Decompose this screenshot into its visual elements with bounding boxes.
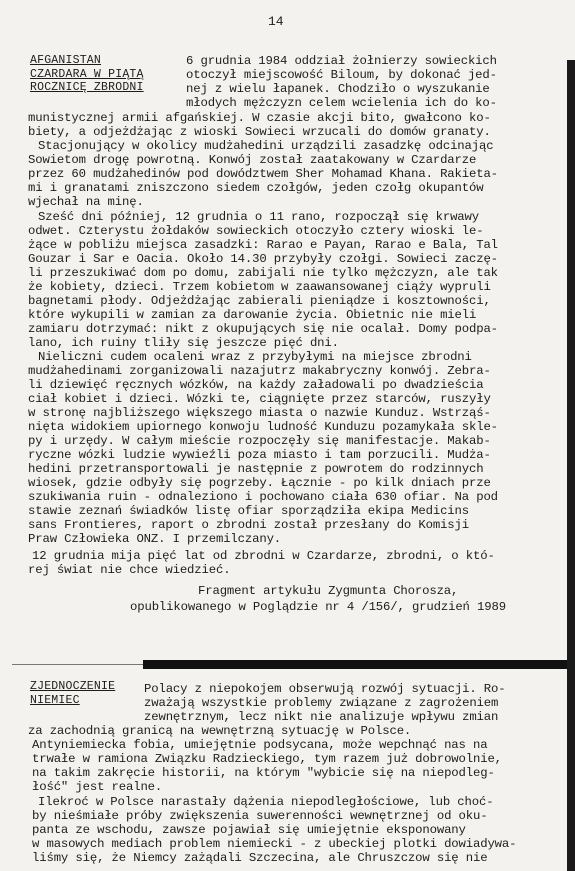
text-line: 12 grudnia mija pięć lat od zbrodni w Czardarze, zbrodni, o któ- xyxy=(32,549,495,563)
text-line: nej z wielu łapanek. Chodziło o wyszukanie xyxy=(186,82,490,96)
source-line: Fragment artykułu Zygmunta Chorosza, xyxy=(198,584,459,598)
text-line: ryczne wózki ludzie wywieźli poza miasto i tam porzucili. Mudża- xyxy=(28,448,491,462)
text-line: biety, a odjeżdżając z wioski Sowieci wrzucali do domów granaty. xyxy=(28,125,491,139)
text-line: li przeszukiwać dom po domu, zabijali nie tylko mężczyzn, ale tak xyxy=(28,266,498,280)
text-line: na takim zakręcie historii, na którym "wybicie się na niepodleg- xyxy=(32,766,495,780)
text-line: zewnętrznym, lecz nikt nie analizuje wpływu zmian xyxy=(144,710,499,724)
text-line: rej świat nie chce wiedzieć. xyxy=(28,563,231,577)
text-line: zamiaru dotrzymać: nikt z okupujących się nie ocalał. Domy podpa- xyxy=(28,322,498,336)
article-heading-afganistan xyxy=(30,54,144,95)
heading-line: AFGANISTAN xyxy=(30,54,102,67)
text-line: żące w pobliżu miejsca zasadzki: Rarao e Payan, Rarao e Bala, Tal xyxy=(28,238,498,252)
heading-line: NIEMIEC xyxy=(30,693,80,707)
text-line: mudżahedinami zorganizowali nazajutrz makabryczny konwój. Zebra- xyxy=(28,364,491,378)
text-line: panta ze wschodu, zawsze pojawiał się umiejętnie eksponowany xyxy=(32,823,466,837)
text-line: 6 grudnia 1984 oddział żołnierzy sowieckich xyxy=(186,54,497,68)
text-line: lano, ich ruiny tliły się jeszcze pięć dni. xyxy=(28,336,339,350)
text-line: bagnetami płody. Odjeżdżając zabierali pieniądze i kosztowności, xyxy=(28,294,491,308)
text-line: za zachodnią granicą na wewnętrzną sytuację w Polsce. xyxy=(28,724,412,738)
text-line: wiosek, gdzie odbyły się pogrzeby. Łącznie - po kilk dniach prze xyxy=(28,476,491,490)
heading-line: ROCZNICĘ ZBRODNI xyxy=(30,81,144,94)
text-line: w masowych mediach problem niemiecki - z ubeckiej plotki dowiadywa- xyxy=(32,837,517,851)
section-divider xyxy=(143,660,567,669)
page-edge-border xyxy=(567,60,575,871)
text-line: liśmy się, że Niemcy zażądali Szczecina, ale Chruszczow się nie xyxy=(32,851,488,865)
heading-line: ZJEDNOCZENIE xyxy=(30,680,116,693)
text-line: nięta widokiem upiornego konwoju ludność Kunduzu pozamykała skle- xyxy=(28,420,498,434)
text-line: Nieliczni cudem ocaleni wraz z przybyłymi na miejsce zbrodni xyxy=(38,350,472,364)
text-line: szukiwania ruin - odnaleziono i pochowano ciała 630 ofiar. Na pod xyxy=(28,490,498,504)
text-line: odwet. Czterystu żołdaków sowieckich otoczyło cztery wioski le- xyxy=(28,224,484,238)
text-line: sans Frontieres, raport o zbrodni został przesłany do Komisji xyxy=(28,518,469,532)
article-heading-zjednoczenie xyxy=(30,680,115,707)
text-line: otoczył miejscowość Biloum, by dokonać jed- xyxy=(186,68,497,82)
text-line: li dziewięć ręcznych wózków, na każdy załadowali po dwadzieścia xyxy=(28,378,484,392)
text-line: zważają wszystkie problemy związane z zagrożeniem xyxy=(144,696,499,710)
text-line: Ilekroć w Polsce narastały dążenia niepodległościowe, lub choć- xyxy=(38,795,494,809)
text-line: trwałe w ramiona Związku Radzieckiego, tym razem już dobrowolnie, xyxy=(32,752,502,766)
text-line: Gouzar i Sar e Oacia. Około 14.30 przybyły czołgi. Sowieci zaczę- xyxy=(28,252,498,266)
text-line: hedini przetransportowali je następnie z powrotem do rodzinnych xyxy=(28,462,484,476)
text-line: py i urzędy. W całym mieście rozpoczęły się manifestacje. Makab- xyxy=(28,434,491,448)
text-line: Stacjonujący w okolicy mudżahedini urządzili zasadzkę odcinając xyxy=(38,139,494,153)
text-line: Sowietom drogę powrotną. Konwój został zaatakowany w Czardarze xyxy=(28,153,477,167)
text-line: mi i granatami zniszczono siedem czołgów, jeden czołg okupantów xyxy=(28,181,484,195)
text-line: łość" jest realne. xyxy=(32,780,163,794)
page-number: 14 xyxy=(268,14,284,29)
text-line: stawie zeznań świadków listę ofiar sporządziła ekipa Medicins xyxy=(28,504,469,518)
text-line: że kobiety, dzieci. Trzem kobietom w zaawansowanej ciąży wypruli xyxy=(28,280,491,294)
text-line: Sześć dni później, 12 grudnia o 11 rano, rozpoczął się krwawy xyxy=(38,210,479,224)
heading-line: CZARDARA W PIĄTĄ xyxy=(30,67,144,81)
text-line: wjechał na minę. xyxy=(28,195,144,209)
text-line: Praw Człowieka ONZ. I przemilczany. xyxy=(28,532,282,546)
source-line: opublikowanego w Poglądzie nr 4 /156/, grudzień 1989 xyxy=(130,600,506,614)
text-line: w stronę najbliższego większego miasta o nazwie Kunduz. Wstrząś- xyxy=(28,406,491,420)
text-line: przez 60 mudżahedinów pod dowództwem Sher Mohamad Khana. Rakieta- xyxy=(28,167,498,181)
text-line: ciał kobiet i dzieci. Wózki te, ciągnięte przez starców, ruszyły xyxy=(28,392,491,406)
text-line: munistycznej armii afgańskiej. W czasie akcji bito, gwałcono ko- xyxy=(28,111,491,125)
text-line: Antyniemiecka fobia, umiejętnie podsycana, może wepchnąć nas na xyxy=(32,738,488,752)
text-line: Polacy z niepokojem obserwują rozwój sytuacji. Ro- xyxy=(144,682,506,696)
text-line: młodych mężczyzn celem wcielenia ich do ko- xyxy=(186,96,497,110)
text-line: by nieśmiałe próby zwiększenia suwerenności wewnętrznej od oku- xyxy=(32,809,488,823)
section-divider-thin xyxy=(12,664,143,665)
text-line: które wykupili w zamian za darowanie życia. Obietnic nie mieli xyxy=(28,308,477,322)
